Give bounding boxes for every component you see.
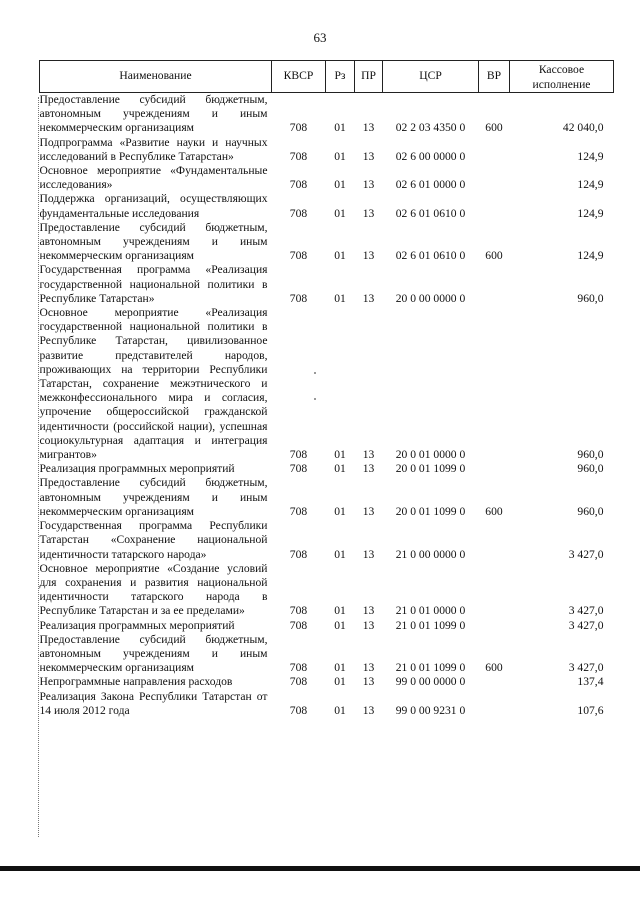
cell-name: Реализация Закона Республики Татарстан от 14 июля 2012 года <box>39 689 268 717</box>
cell-kvsr: 708 <box>289 448 308 462</box>
cell-amount: 960,0 <box>577 504 604 518</box>
cell-kvsr: 708 <box>289 291 308 305</box>
cell-kvsr: 708 <box>289 604 308 618</box>
cell-csr: 02 6 01 0000 0 <box>395 178 466 192</box>
cell-csr: 21 0 00 0000 0 <box>395 547 466 561</box>
table-row <box>40 633 614 676</box>
cell-vr <box>479 519 510 562</box>
cell-kvsr: 708 <box>289 547 308 561</box>
cell-name: Предоставление субсидий бюджетным, автономным учреждениям и иным некоммерческим организациям <box>39 93 268 135</box>
cell-name: Государственная программа «Реализация государственной национальной политики в Республике Татарстан» <box>39 263 268 305</box>
header-pr: ПР <box>355 61 383 93</box>
cell-kvsr: 708 <box>289 249 308 263</box>
cell-pr: 13 <box>362 661 375 675</box>
cell-kvsr: 708 <box>289 462 308 476</box>
cell-pr: 13 <box>362 206 375 220</box>
cell-rz: 01 <box>334 249 346 263</box>
cell-amount: 107,6 <box>577 703 604 717</box>
cell-csr: 99 0 00 9231 0 <box>395 703 466 717</box>
cell-amount: 124,9 <box>577 149 604 163</box>
cell-name: Основное мероприятие «Создание условий для сохранения и развития национальной идентичности татарского народа в Республике Татарстан и за ее пределами» <box>39 561 268 618</box>
header-rz: Рз <box>326 61 355 93</box>
cell-rz: 01 <box>334 206 346 220</box>
cell-amount: 137,4 <box>577 675 604 689</box>
cell-name: Основное мероприятие «Реализация государственной национальной политики в Республике Татарстан, цивилизованное развитие представителей народов, проживающих на территории Республики Татарстан, сохранение межэтнического и межконфессионального мира и согласия, упрочение общероссийской гражданской идентичности (российской нации), успешная социокультурная адаптация и интеграция мигрантов» <box>39 306 268 462</box>
header-kvsr: КВСР <box>272 61 326 93</box>
cell-name: Реализация программных мероприятий <box>39 462 235 476</box>
table-row <box>40 93 614 136</box>
cell-csr: 20 0 01 1099 0 <box>395 504 466 518</box>
cell-csr: 99 0 00 0000 0 <box>395 675 466 689</box>
cell-csr: 02 2 03 4350 0 <box>395 121 466 135</box>
cell-amount: 960,0 <box>577 462 604 476</box>
table-row <box>40 306 614 462</box>
table-row <box>40 462 614 476</box>
cell-vr <box>479 562 510 619</box>
cell-rz: 01 <box>334 291 346 305</box>
header-csr: ЦСР <box>383 61 479 93</box>
table-row <box>40 675 614 689</box>
cell-rz: 01 <box>334 462 346 476</box>
cell-vr <box>479 462 510 476</box>
cell-rz: 01 <box>334 661 346 675</box>
cell-amount: 3 427,0 <box>568 618 604 632</box>
cell-vr <box>479 136 510 164</box>
cell-csr: 02 6 01 0610 0 <box>395 249 466 263</box>
cell-kvsr: 708 <box>289 661 308 675</box>
header-vr: ВР <box>479 61 510 93</box>
cell-vr <box>479 263 510 306</box>
cell-pr: 13 <box>362 547 375 561</box>
cell-rz: 01 <box>334 178 346 192</box>
cell-name: Подпрограмма «Развитие науки и научных исследований в Республике Татарстан» <box>39 135 268 163</box>
table-row <box>40 619 614 633</box>
table-row <box>40 476 614 519</box>
cell-vr <box>479 675 510 689</box>
cell-pr: 13 <box>362 618 375 632</box>
cell-rz: 01 <box>334 121 346 135</box>
cell-name: Основное мероприятие «Фундаментальные исследования» <box>39 164 268 192</box>
cell-rz: 01 <box>334 675 346 689</box>
cell-name: Предоставление субсидий бюджетным, автономным учреждениям и иным некоммерческим организациям <box>39 632 268 675</box>
cell-kvsr: 708 <box>289 618 308 632</box>
cell-vr: 600 <box>485 661 503 675</box>
cell-pr: 13 <box>362 462 375 476</box>
cell-amount: 124,9 <box>577 249 604 263</box>
cell-csr: 21 0 01 0000 0 <box>395 604 466 618</box>
cell-amount: 124,9 <box>577 206 604 220</box>
cell-kvsr: 708 <box>289 121 308 135</box>
cell-pr: 13 <box>362 178 375 192</box>
cell-pr: 13 <box>362 675 375 689</box>
cell-csr: 20 0 00 0000 0 <box>395 291 466 305</box>
cell-csr: 21 0 01 1099 0 <box>395 661 466 675</box>
cell-vr: 600 <box>485 121 503 135</box>
cell-vr <box>479 690 510 718</box>
cell-vr <box>479 192 510 220</box>
cell-pr: 13 <box>362 504 375 518</box>
cell-amount: 3 427,0 <box>568 604 604 618</box>
table-row <box>40 690 614 718</box>
cell-vr: 600 <box>485 504 503 518</box>
cell-name: Реализация программных мероприятий <box>39 618 235 632</box>
cell-csr: 21 0 01 1099 0 <box>395 618 466 632</box>
cell-rz: 01 <box>334 504 346 518</box>
cell-kvsr: 708 <box>289 703 308 717</box>
table-row <box>40 192 614 220</box>
cell-rz: 01 <box>334 618 346 632</box>
cell-name: Предоставление субсидий бюджетным, автономным учреждениям и иным некоммерческим организациям <box>39 220 268 263</box>
cell-pr: 13 <box>362 291 375 305</box>
cell-kvsr: 708 <box>289 178 308 192</box>
cell-pr: 13 <box>362 121 375 135</box>
cell-amount: 3 427,0 <box>568 547 604 561</box>
table-row <box>40 221 614 264</box>
table-row <box>40 519 614 562</box>
cell-csr: 20 0 01 0000 0 <box>395 448 466 462</box>
table-body <box>40 93 614 718</box>
cell-vr <box>479 164 510 192</box>
cell-vr <box>479 619 510 633</box>
cell-vr <box>479 306 510 462</box>
cell-pr: 13 <box>362 448 375 462</box>
cell-kvsr: 708 <box>289 149 308 163</box>
cell-rz: 01 <box>334 547 346 561</box>
cell-pr: 13 <box>362 703 375 717</box>
cell-amount: 960,0 <box>577 448 604 462</box>
cell-kvsr: 708 <box>289 675 308 689</box>
cell-csr: 20 0 01 1099 0 <box>395 462 466 476</box>
cell-kvsr: 708 <box>289 504 308 518</box>
table-row <box>40 164 614 192</box>
cell-rz: 01 <box>334 703 346 717</box>
cell-name: Предоставление субсидий бюджетным, автономным учреждениям и иным некоммерческим организациям <box>39 476 268 518</box>
cell-pr: 13 <box>362 249 375 263</box>
table-header-row <box>40 61 614 93</box>
cell-pr: 13 <box>362 604 375 618</box>
cell-amount: 3 427,0 <box>568 661 604 675</box>
cell-rz: 01 <box>334 149 346 163</box>
table-row <box>40 562 614 619</box>
cell-name: Государственная программа Республики Татарстан «Сохранение национальной идентичности татарского народа» <box>39 519 268 561</box>
cell-csr: 02 6 01 0610 0 <box>395 206 466 220</box>
table-row <box>40 136 614 164</box>
cell-amount: 42 040,0 <box>562 121 604 135</box>
budget-execution-table <box>39 60 614 718</box>
table-row <box>40 263 614 306</box>
cell-rz: 01 <box>334 448 346 462</box>
cell-csr: 02 6 00 0000 0 <box>395 149 466 163</box>
cell-amount: 960,0 <box>577 291 604 305</box>
scan-edge-bar <box>0 866 640 871</box>
cell-rz: 01 <box>334 604 346 618</box>
cell-name: Непрограммные направления расходов <box>39 675 233 689</box>
left-margin-rule <box>38 97 39 837</box>
header-name: Наименование <box>40 61 272 93</box>
cell-kvsr: 708 <box>289 206 308 220</box>
cell-vr: 600 <box>485 249 503 263</box>
scan-speck <box>314 372 316 374</box>
cell-pr: 13 <box>362 149 375 163</box>
scan-speck <box>314 398 316 400</box>
page-number: 63 <box>313 30 327 45</box>
header-amount: Кассовое исполнение <box>510 61 614 93</box>
cell-amount: 124,9 <box>577 178 604 192</box>
cell-name: Поддержка организаций, осуществляющих фундаментальные исследования <box>39 192 268 220</box>
